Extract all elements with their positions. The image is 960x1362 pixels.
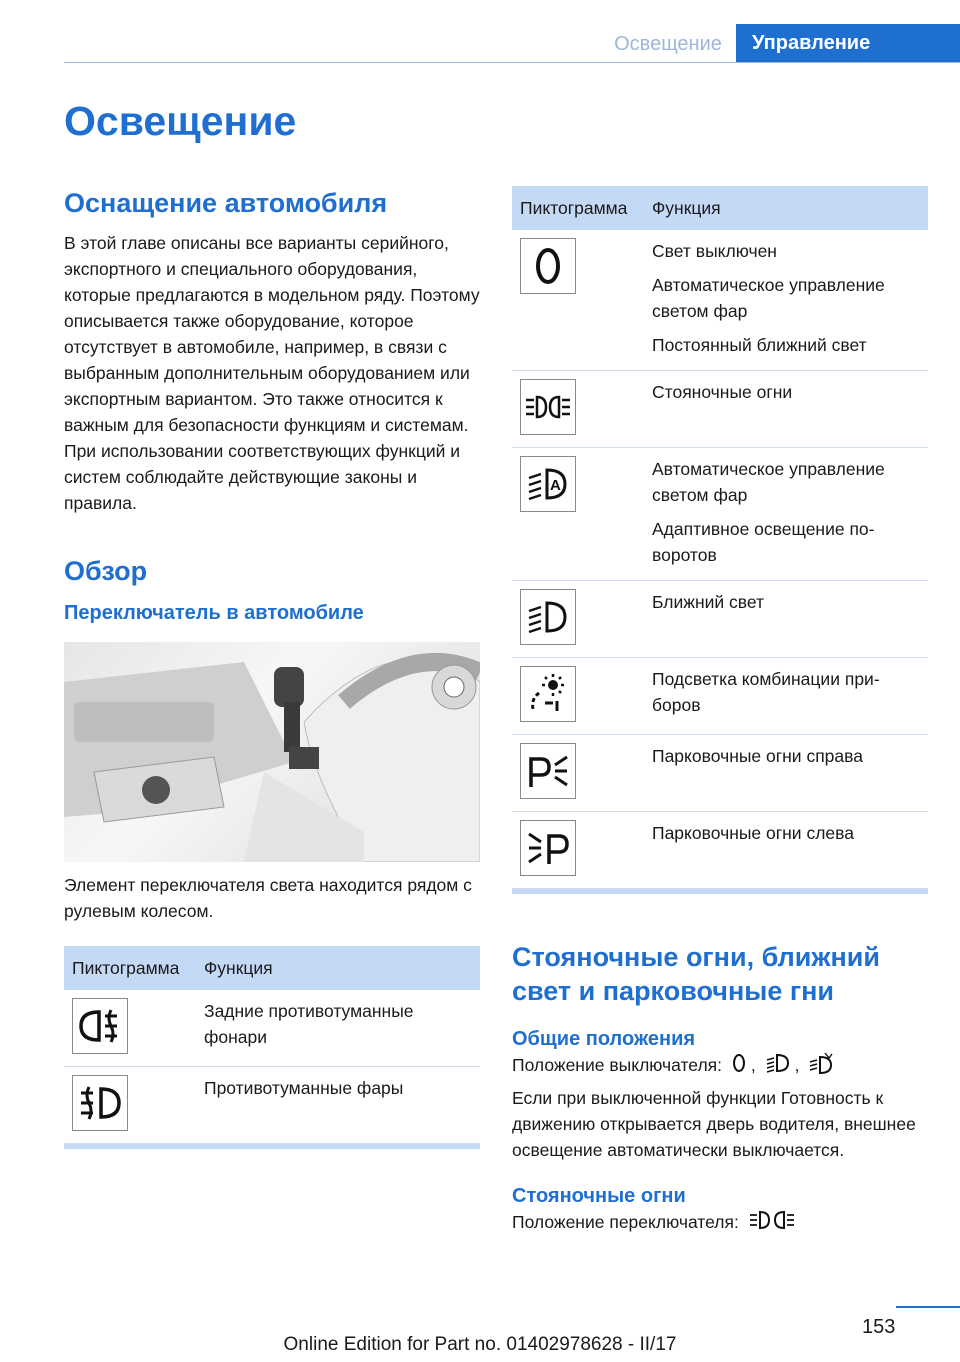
equipment-heading: Оснащение автомобиля — [64, 188, 388, 218]
switch-positions-label: Положение выключателя: — [512, 1055, 723, 1076]
header-chapter-tab: Управление — [736, 24, 960, 63]
table-row — [64, 990, 480, 1067]
switch-caption: Элемент переключателя света находится рядом с рулевым колесом. — [64, 875, 472, 921]
page-number: 153 — [862, 1316, 896, 1338]
table-header-function: Функция — [196, 946, 480, 990]
separator: , — [794, 1055, 800, 1076]
function-text: Стояночные огни — [652, 382, 793, 402]
function-text: Парковочные огни справа — [652, 746, 863, 766]
left-pictogram-table — [64, 946, 480, 1144]
left-column — [64, 186, 480, 1149]
table-row — [64, 1067, 480, 1144]
function-text: Автоматическое управление светом фар — [652, 459, 885, 505]
header-divider — [64, 62, 960, 63]
table-row — [512, 230, 928, 371]
right-pictogram-table — [512, 186, 928, 889]
parking-light-right-icon — [520, 743, 576, 799]
auto-headlight-icon — [808, 1052, 834, 1081]
low-beam-icon — [765, 1052, 791, 1081]
right-column — [512, 186, 928, 1238]
general-text: Если при выключенной функции Готовность к движению открывается дверь водителя, внешнее освещение автоматически выключается. — [512, 1088, 916, 1160]
separator: , — [750, 1055, 756, 1076]
function-text: Парковочные огни слева — [652, 823, 854, 843]
page-number-rule — [896, 1306, 960, 1308]
function-text: Задние противотуманные фонари — [204, 1001, 414, 1047]
switch-positions-line — [512, 1052, 928, 1081]
table-header-row — [512, 186, 928, 230]
table-header-function: Функция — [644, 186, 928, 230]
parking-position-line — [512, 1209, 928, 1238]
table-row — [512, 812, 928, 889]
table-row — [512, 371, 928, 448]
instrument-lighting-icon — [520, 666, 576, 722]
auto-headlight-icon — [520, 456, 576, 512]
parking-position-label: Положение переключателя: — [512, 1212, 739, 1233]
equipment-text: В этой главе описаны все варианты серийного, экспортного и специального оборудования, которые предлагаются в модельном ряду. Поэтому описывается также оборудование, которое отсутствует в автомобиле, например, в связи с выбранным дополнительным оборудованием или экспортным вариантом. Это также относится к важным для безопасности функциям и системам. При использовании соответствующих функций и систем соблюдайте действующие законы и правила. — [64, 233, 480, 513]
svg-text:A: A — [550, 477, 561, 494]
page-title: Освещение — [64, 98, 297, 144]
parking-lights-icon — [520, 379, 576, 435]
table-row — [512, 658, 928, 735]
table-header-row — [64, 946, 480, 990]
switch-heading: Переключатель в автомобиле — [64, 602, 364, 624]
table-header-pictogram: Пиктограмма — [512, 186, 644, 230]
zero-position-icon — [731, 1052, 747, 1081]
table-row — [512, 581, 928, 658]
function-text: Противотуманные фары — [204, 1078, 404, 1098]
function-text: Ближний свет — [652, 592, 765, 612]
dashboard-illustration — [64, 642, 480, 862]
general-heading: Общие положения — [512, 1028, 696, 1050]
function-text: Подсветка комбинации приборов — [652, 669, 880, 715]
parking-heading: Стояночные огни — [512, 1185, 686, 1207]
header-section-label: Освещение — [614, 33, 722, 55]
rear-fog-light-icon — [72, 998, 128, 1054]
light-switch-photo — [64, 642, 480, 862]
front-fog-light-icon — [72, 1075, 128, 1131]
table-header-pictogram: Пиктограмма — [64, 946, 196, 990]
table-row — [512, 735, 928, 812]
overview-heading: Обзор — [64, 556, 148, 586]
table-end-rule — [64, 1144, 480, 1149]
parking-lights-icon — [748, 1209, 798, 1238]
parking-light-left-icon — [520, 820, 576, 876]
table-end-rule — [512, 889, 928, 894]
function-text: Свет выключен — [652, 241, 777, 261]
zero-position-icon — [520, 238, 576, 294]
footer-edition: Online Edition for Part no. 01402978628 - II/17 — [283, 1334, 677, 1355]
function-text: Адаптивное освещение поворотов — [652, 519, 875, 565]
function-text: Автоматическое управление светом фар — [652, 275, 885, 321]
low-beam-icon — [520, 589, 576, 645]
function-text: Постоянный ближний свет — [652, 335, 867, 355]
section-heading: Стояночные огни, ближний свет и парковочные гни — [512, 942, 880, 1006]
table-row — [512, 448, 928, 581]
